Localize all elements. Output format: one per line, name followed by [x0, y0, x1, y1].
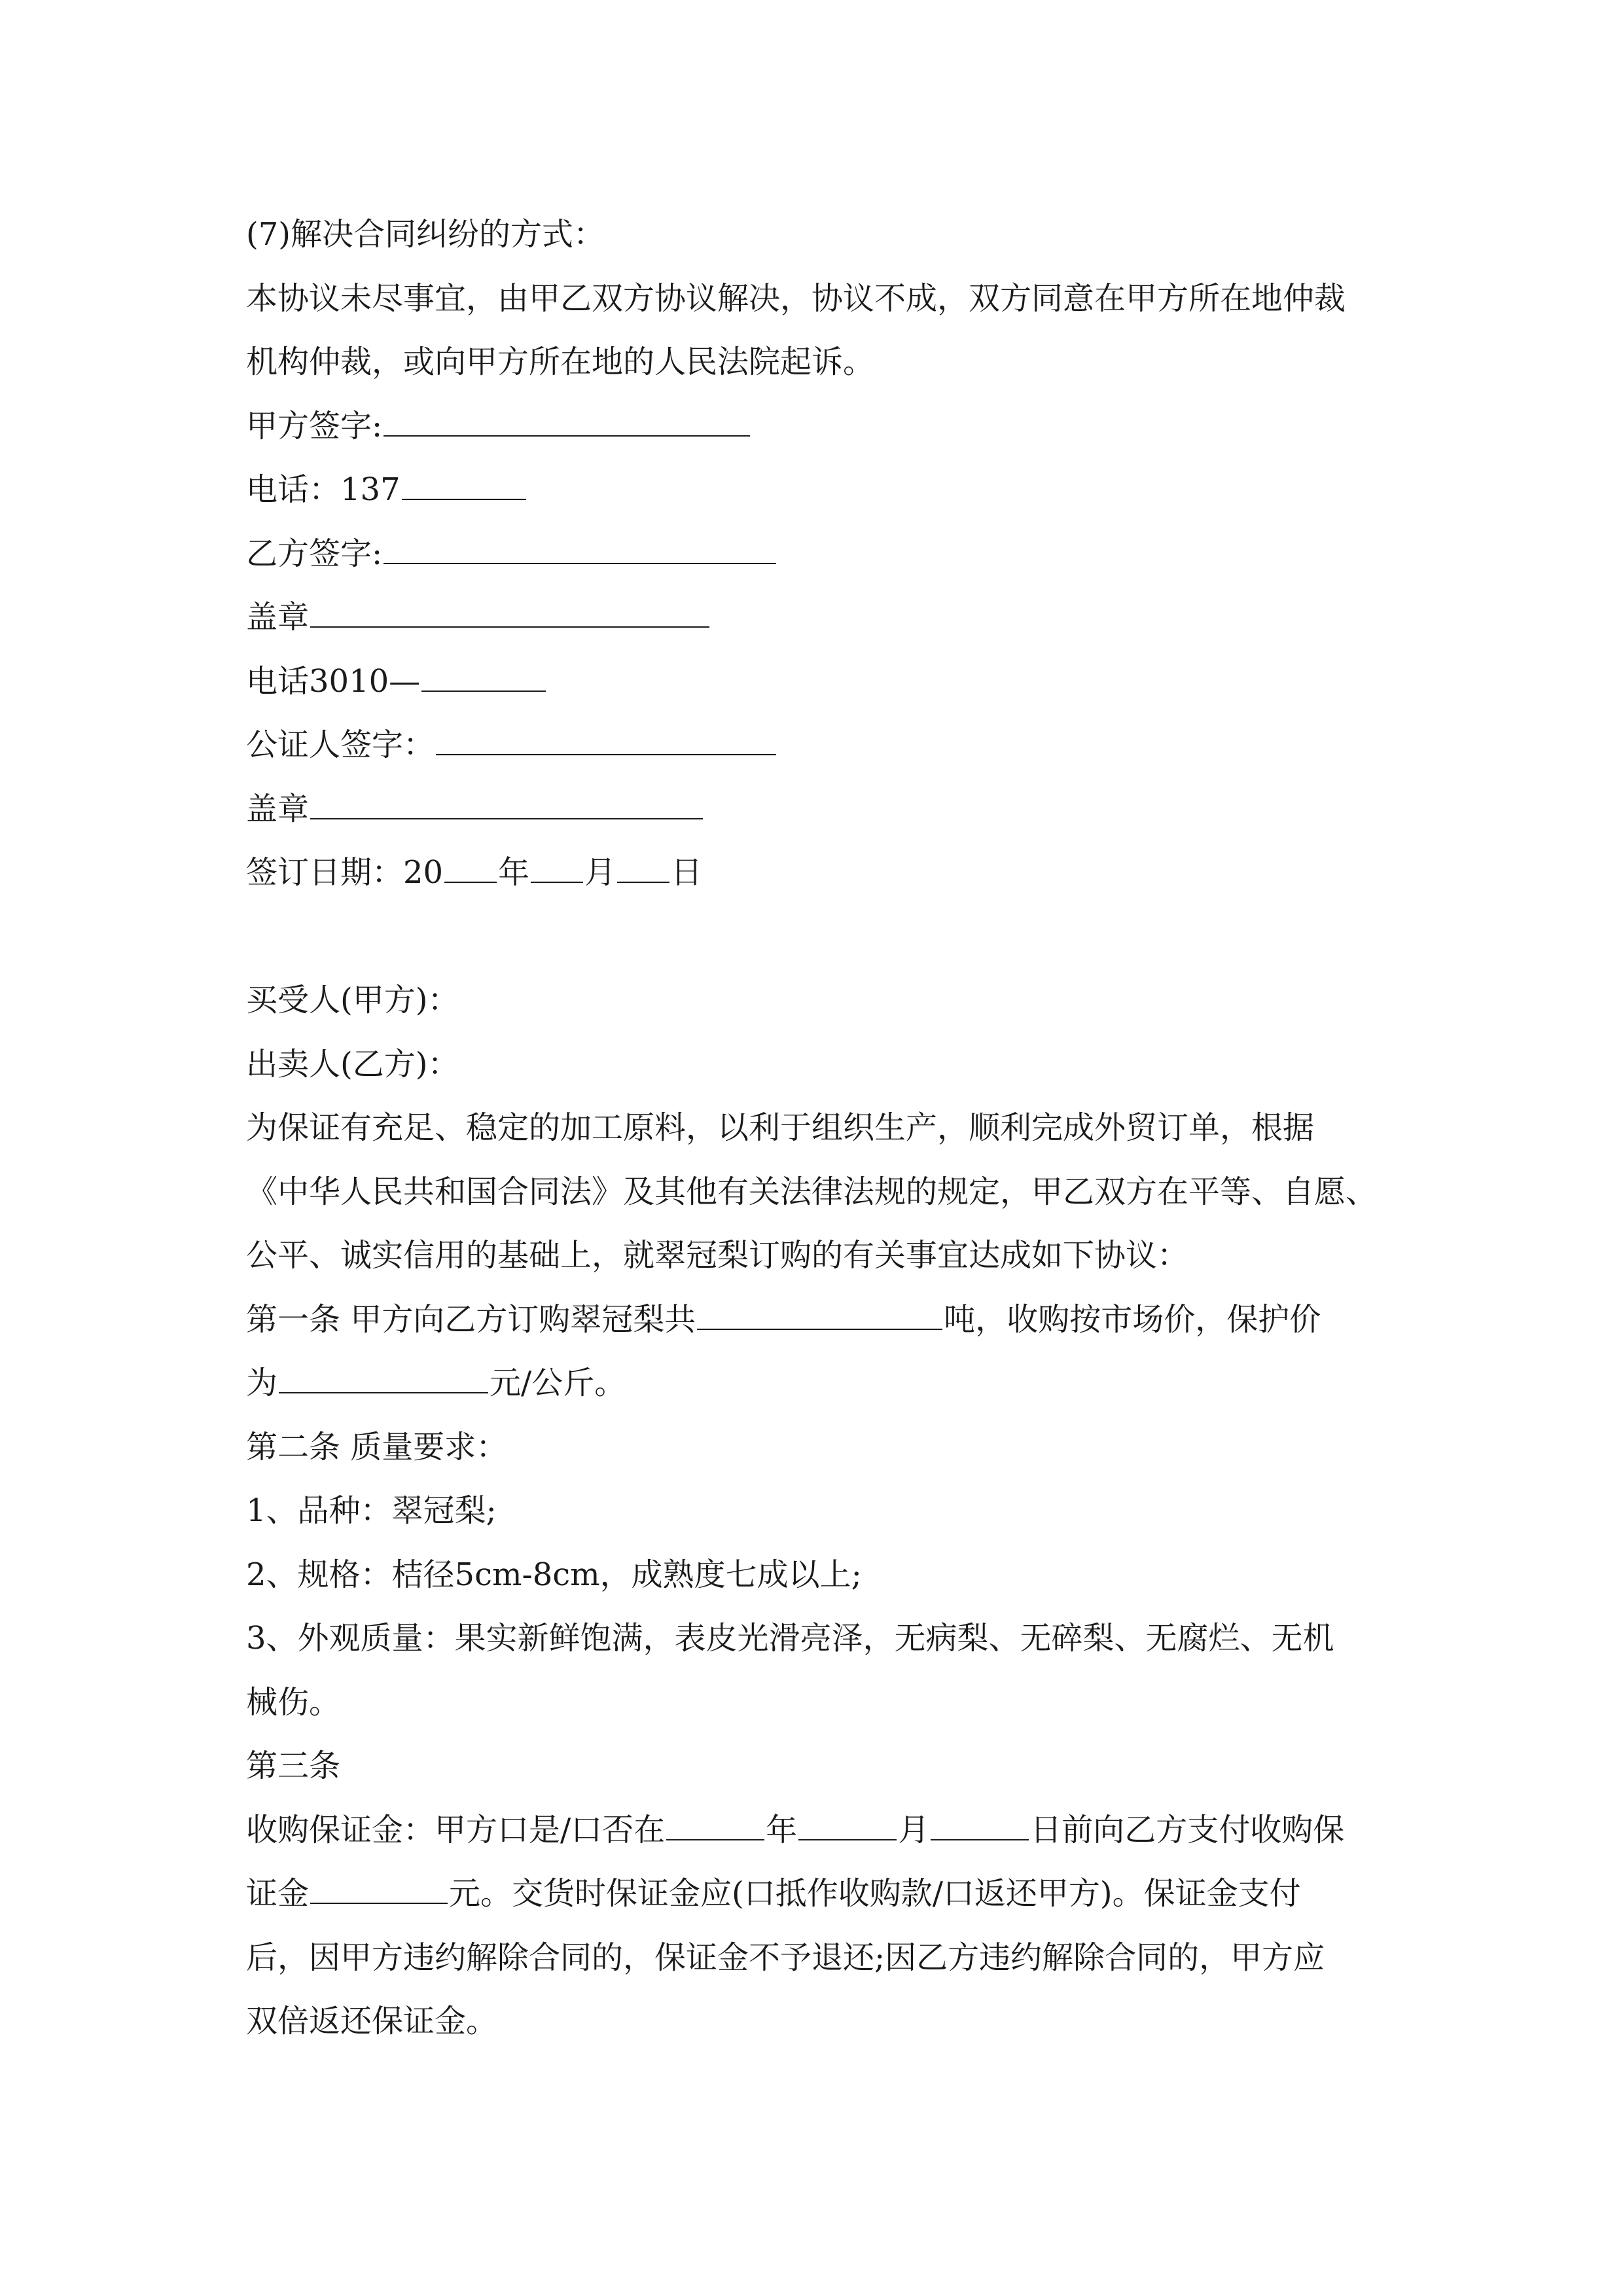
party-b-phone-label: 电话3010—: [246, 662, 421, 700]
signing-year-blank[interactable]: [444, 855, 497, 883]
party-b-signature-blank[interactable]: [383, 537, 776, 564]
party-a-phone-line: [246, 458, 1385, 522]
notary-seal-blank[interactable]: [310, 792, 703, 819]
article-one-line-1: 第一条 甲方向乙方订购翠冠梨共 吨，收购按市场价，保护价: [246, 1300, 1321, 1338]
party-b-seal-blank[interactable]: [310, 600, 709, 628]
article-three-heading: 第三条: [246, 1748, 341, 1784]
signing-month-blank[interactable]: [531, 855, 583, 883]
preamble-line-1: 为保证有充足、稳定的加工原料，以利于组织生产，顺利完成外贸订单，根据: [246, 1109, 1315, 1146]
buyer-line: 买受人(甲方)：: [246, 982, 459, 1018]
signing-day-blank[interactable]: [617, 855, 669, 883]
deposit-line-2: 证金 元。交货时保证金应(口抵作收购款/口返还甲方)。保证金支付: [246, 1875, 1301, 1912]
deposit-month-blank[interactable]: [798, 1813, 897, 1840]
party-a-phone-blank[interactable]: [402, 473, 526, 500]
party-a-signature-label: 甲方签字:: [246, 407, 383, 444]
article-one-line-2: 为 元/公斤。: [246, 1365, 626, 1401]
signing-date-label: 签订日期：20: [246, 854, 444, 891]
document-page: [246, 203, 1385, 2054]
notary-seal-line: [246, 778, 1385, 842]
protection-price-blank[interactable]: [279, 1366, 488, 1393]
deposit-line-1: 收购保证金：甲方口是/口否在 年 月 日前向乙方支付收购保: [246, 1811, 1345, 1848]
party-a-signature-line: [246, 395, 1385, 459]
deposit-line-4: 双倍返还保证金。: [246, 2003, 498, 2039]
dispute-resolution-text-line-2: 机构仲裁，或向甲方所在地的人民法院起诉。: [246, 344, 875, 380]
signing-date-line: 签订日期：20 年 月 日: [246, 854, 703, 891]
section-gap: [246, 905, 1385, 969]
article-two-appearance-line-2: 械伤。: [246, 1683, 341, 1721]
dispute-resolution-text-line-1: 本协议未尽事宜，由甲乙双方协议解决，协议不成，双方同意在甲方所在地仲裁: [246, 279, 1346, 317]
order-tonnage-blank[interactable]: [697, 1302, 942, 1330]
deposit-amount-blank[interactable]: [310, 1876, 448, 1904]
article-two-spec: 2、规格：桔径5cm-8cm，成熟度七成以上;: [246, 1556, 862, 1593]
party-b-signature-line: [246, 522, 1385, 586]
party-a-signature-blank[interactable]: [383, 409, 750, 437]
party-a-phone-label: 电话：137: [246, 471, 401, 508]
party-b-seal-label: 盖章: [246, 599, 310, 636]
party-b-seal-line: [246, 586, 1385, 650]
article-two-heading: 第二条 质量要求：: [246, 1428, 508, 1465]
deposit-day-blank[interactable]: [931, 1813, 1029, 1840]
deposit-year-blank[interactable]: [666, 1813, 764, 1840]
party-b-phone-blank[interactable]: [421, 664, 546, 692]
notary-signature-label: 公证人签字：: [246, 726, 435, 763]
dispute-resolution-heading: (7)解决合同纠纷的方式：: [246, 216, 605, 253]
preamble-line-2: 《中华人民共和国合同法》及其他有关法律法规的规定，甲乙双方在平等、自愿、: [246, 1173, 1378, 1210]
seller-line: 出卖人(乙方)：: [246, 1045, 459, 1083]
deposit-line-3: 后，因甲方违约解除合同的，保证金不予退还;因乙方违约解除合同的，甲方应: [246, 1939, 1325, 1976]
article-two-appearance-line-1: 3、外观质量：果实新鲜饱满，表皮光滑亮泽，无病梨、无碎梨、无腐烂、无机: [246, 1620, 1334, 1657]
article-two-variety: 1、品种：翠冠梨;: [246, 1492, 497, 1529]
notary-seal-label: 盖章: [246, 790, 310, 827]
preamble-line-3: 公平、诚实信用的基础上，就翠冠梨订购的有关事宜达成如下协议：: [246, 1237, 1189, 1274]
notary-signature-line: [246, 713, 1385, 778]
party-b-signature-label: 乙方签字:: [246, 535, 383, 572]
notary-signature-blank[interactable]: [436, 728, 776, 755]
party-b-phone-line: [246, 650, 1385, 714]
